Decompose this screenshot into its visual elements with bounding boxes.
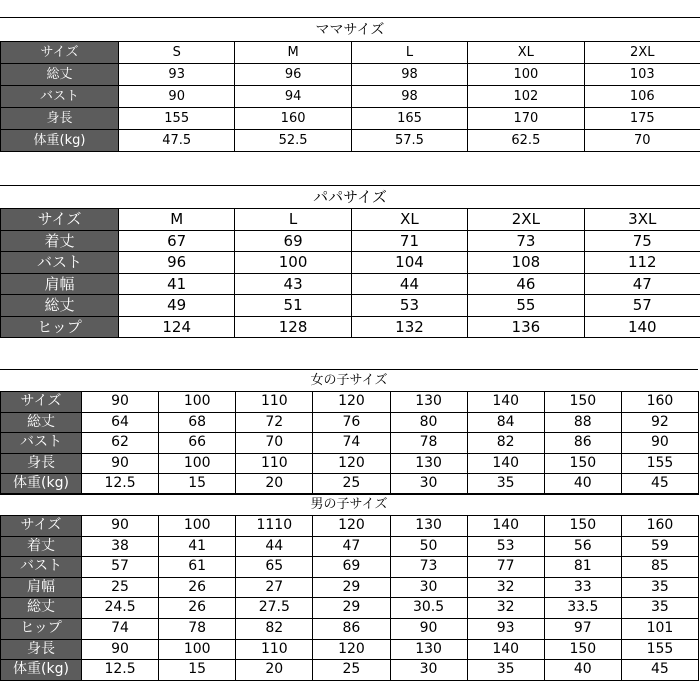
row-header: ヒップ (1, 316, 119, 338)
table-row (1, 230, 700, 252)
table-cell: 43 (235, 273, 351, 295)
table-cell: 120 (313, 516, 390, 537)
row-header: サイズ (1, 516, 82, 537)
table-cell: 35 (621, 577, 698, 598)
table-cell: 124 (119, 316, 235, 338)
table-cell: 103 (584, 64, 700, 86)
table-cell: 98 (351, 64, 467, 86)
table-cell: 100 (159, 392, 236, 413)
table-cell: 165 (351, 108, 467, 130)
table-row (1, 108, 700, 130)
table-cell: 56 (544, 536, 621, 557)
table-row (1, 557, 699, 578)
row-header: 総丈 (1, 295, 119, 317)
table-cell: 29 (313, 598, 390, 619)
table-cell: 94 (235, 86, 351, 108)
table-row (1, 86, 700, 108)
table-cell: 32 (467, 577, 544, 598)
table-row (1, 392, 699, 413)
table-cell: 46 (468, 273, 584, 295)
table-cell: 90 (390, 618, 467, 639)
table-row (1, 252, 700, 274)
papa-size-table (0, 208, 700, 338)
table-cell: 82 (236, 618, 313, 639)
table-cell: 136 (468, 316, 584, 338)
table-row (1, 130, 700, 152)
row-header: 肩幅 (1, 577, 82, 598)
table-row (1, 453, 699, 474)
table-row (1, 412, 699, 433)
row-header: サイズ (1, 392, 82, 413)
row-header: バスト (1, 557, 82, 578)
table-cell: 70 (584, 130, 700, 152)
table-cell: 44 (236, 536, 313, 557)
table-row (1, 660, 699, 681)
table-row (1, 639, 699, 660)
table-cell: 26 (159, 598, 236, 619)
table-cell: 66 (159, 433, 236, 454)
table-cell: M (235, 42, 351, 64)
table-cell: 47 (584, 273, 700, 295)
table-cell: 26 (159, 577, 236, 598)
table-cell: 45 (621, 660, 698, 681)
table-row (1, 474, 699, 495)
table-row (1, 295, 700, 317)
table-cell: 2XL (584, 42, 700, 64)
table-cell: 38 (82, 536, 159, 557)
row-header: 体重(kg) (1, 660, 82, 681)
table-cell: 73 (468, 230, 584, 252)
table-cell: 140 (467, 639, 544, 660)
table-cell: 27 (236, 577, 313, 598)
table-row (1, 598, 699, 619)
table-cell: L (235, 209, 351, 231)
table-row (1, 64, 700, 86)
table-cell: 140 (584, 316, 700, 338)
table-cell: 86 (544, 433, 621, 454)
table-cell: 49 (119, 295, 235, 317)
table-cell: 62 (82, 433, 159, 454)
table-row (1, 516, 699, 537)
table-cell: 25 (313, 660, 390, 681)
table-cell: 25 (82, 577, 159, 598)
table-cell: L (351, 42, 467, 64)
row-header: サイズ (1, 42, 119, 64)
row-header: 着丈 (1, 536, 82, 557)
table-cell: 40 (544, 660, 621, 681)
table-cell: 30 (390, 474, 467, 495)
table-cell: 160 (621, 516, 698, 537)
table-cell: 175 (584, 108, 700, 130)
table-cell: 41 (159, 536, 236, 557)
table-cell: 150 (544, 516, 621, 537)
table-cell: 112 (584, 252, 700, 274)
table-cell: 72 (236, 412, 313, 433)
table-cell: 77 (467, 557, 544, 578)
table-cell: 100 (159, 639, 236, 660)
table-cell: 69 (235, 230, 351, 252)
mama-size-title: ママサイズ (0, 17, 700, 41)
table-cell: 55 (468, 295, 584, 317)
table-cell: 132 (351, 316, 467, 338)
table-cell: 102 (468, 86, 584, 108)
table-cell: 90 (621, 433, 698, 454)
table-cell: 90 (82, 392, 159, 413)
table-cell: 27.5 (236, 598, 313, 619)
table-cell: 155 (621, 453, 698, 474)
girl-size-title: 女の子サイズ (0, 369, 698, 391)
table-cell: 74 (313, 433, 390, 454)
table-cell: 150 (544, 392, 621, 413)
row-header: 総丈 (1, 64, 119, 86)
row-header: バスト (1, 252, 119, 274)
table-cell: 120 (313, 453, 390, 474)
table-cell: 160 (621, 392, 698, 413)
table-cell: 80 (390, 412, 467, 433)
table-cell: 76 (313, 412, 390, 433)
table-cell: 2XL (468, 209, 584, 231)
row-header: バスト (1, 433, 82, 454)
table-cell: 52.5 (235, 130, 351, 152)
table-row (1, 618, 699, 639)
table-cell: XL (468, 42, 584, 64)
table-cell: 110 (236, 453, 313, 474)
table-cell: 41 (119, 273, 235, 295)
table-cell: 78 (390, 433, 467, 454)
row-header: 身長 (1, 639, 82, 660)
boy-size-table (0, 515, 699, 681)
row-header: 着丈 (1, 230, 119, 252)
table-cell: 85 (621, 557, 698, 578)
table-cell: 47 (313, 536, 390, 557)
table-cell: 30 (390, 577, 467, 598)
table-cell: 120 (313, 639, 390, 660)
table-cell: 30.5 (390, 598, 467, 619)
table-cell: 12.5 (82, 474, 159, 495)
table-cell: 106 (584, 86, 700, 108)
row-header: 体重(kg) (1, 130, 119, 152)
table-cell: 96 (235, 64, 351, 86)
table-cell: 51 (235, 295, 351, 317)
table-row (1, 273, 700, 295)
table-cell: 90 (82, 516, 159, 537)
row-header: サイズ (1, 209, 119, 231)
mama-size-table (0, 41, 700, 152)
table-row (1, 316, 700, 338)
table-cell: 130 (390, 453, 467, 474)
table-cell: 92 (621, 412, 698, 433)
table-cell: 160 (235, 108, 351, 130)
table-cell: 3XL (584, 209, 700, 231)
table-cell: 12.5 (82, 660, 159, 681)
table-cell: 90 (82, 639, 159, 660)
table-cell: 59 (621, 536, 698, 557)
row-header: ヒップ (1, 618, 82, 639)
table-cell: 140 (467, 392, 544, 413)
girl-size-table (0, 391, 699, 495)
table-cell: 155 (119, 108, 235, 130)
table-cell: 140 (467, 516, 544, 537)
table-cell: 35 (467, 660, 544, 681)
table-cell: 150 (544, 453, 621, 474)
table-cell: 101 (621, 618, 698, 639)
table-cell: 24.5 (82, 598, 159, 619)
row-header: 身長 (1, 453, 82, 474)
table-cell: 15 (159, 660, 236, 681)
table-cell: 90 (82, 453, 159, 474)
table-cell: 82 (467, 433, 544, 454)
papa-size-title: パパサイズ (0, 185, 700, 208)
table-cell: 90 (119, 86, 235, 108)
table-cell: 20 (236, 660, 313, 681)
table-cell: 29 (313, 577, 390, 598)
table-cell: 15 (159, 474, 236, 495)
table-cell: 100 (468, 64, 584, 86)
table-cell: 130 (390, 392, 467, 413)
table-row (1, 433, 699, 454)
table-cell: XL (351, 209, 467, 231)
table-cell: 20 (236, 474, 313, 495)
boy-size-title: 男の子サイズ (0, 493, 698, 515)
row-header: 総丈 (1, 412, 82, 433)
row-header: 身長 (1, 108, 119, 130)
table-cell: 45 (621, 474, 698, 495)
table-cell: 100 (159, 453, 236, 474)
table-cell: 35 (467, 474, 544, 495)
table-cell: 150 (544, 639, 621, 660)
table-cell: 1110 (236, 516, 313, 537)
table-cell: 30 (390, 660, 467, 681)
table-cell: 57.5 (351, 130, 467, 152)
table-cell: 78 (159, 618, 236, 639)
table-cell: 98 (351, 86, 467, 108)
table-cell: 104 (351, 252, 467, 274)
table-cell: 130 (390, 516, 467, 537)
table-cell: 93 (467, 618, 544, 639)
table-cell: 88 (544, 412, 621, 433)
row-header: バスト (1, 86, 119, 108)
table-cell: 75 (584, 230, 700, 252)
table-cell: 53 (467, 536, 544, 557)
table-cell: 64 (82, 412, 159, 433)
table-row (1, 42, 700, 64)
table-cell: 69 (313, 557, 390, 578)
table-cell: 108 (468, 252, 584, 274)
table-cell: 57 (584, 295, 700, 317)
row-header: 総丈 (1, 598, 82, 619)
table-cell: 140 (467, 453, 544, 474)
table-cell: 100 (235, 252, 351, 274)
table-cell: 50 (390, 536, 467, 557)
table-cell: 155 (621, 639, 698, 660)
table-cell: 96 (119, 252, 235, 274)
table-cell: 128 (235, 316, 351, 338)
table-cell: 67 (119, 230, 235, 252)
table-row (1, 536, 699, 557)
table-cell: 84 (467, 412, 544, 433)
table-row (1, 209, 700, 231)
table-cell: 40 (544, 474, 621, 495)
table-cell: 61 (159, 557, 236, 578)
table-cell: 120 (313, 392, 390, 413)
table-cell: 70 (236, 433, 313, 454)
table-cell: 32 (467, 598, 544, 619)
table-cell: 68 (159, 412, 236, 433)
table-cell: 74 (82, 618, 159, 639)
table-cell: 33 (544, 577, 621, 598)
table-cell: 97 (544, 618, 621, 639)
table-cell: 53 (351, 295, 467, 317)
table-cell: 65 (236, 557, 313, 578)
table-cell: 110 (236, 392, 313, 413)
row-header: 肩幅 (1, 273, 119, 295)
table-cell: 25 (313, 474, 390, 495)
row-header: 体重(kg) (1, 474, 82, 495)
table-cell: 93 (119, 64, 235, 86)
table-cell: S (119, 42, 235, 64)
table-cell: 71 (351, 230, 467, 252)
table-cell: 57 (82, 557, 159, 578)
table-row (1, 577, 699, 598)
table-cell: 73 (390, 557, 467, 578)
table-cell: 100 (159, 516, 236, 537)
table-cell: 130 (390, 639, 467, 660)
table-cell: 33.5 (544, 598, 621, 619)
table-cell: 110 (236, 639, 313, 660)
table-cell: 86 (313, 618, 390, 639)
table-cell: 170 (468, 108, 584, 130)
table-cell: 47.5 (119, 130, 235, 152)
table-cell: 35 (621, 598, 698, 619)
table-cell: M (119, 209, 235, 231)
table-cell: 44 (351, 273, 467, 295)
table-cell: 81 (544, 557, 621, 578)
table-cell: 62.5 (468, 130, 584, 152)
